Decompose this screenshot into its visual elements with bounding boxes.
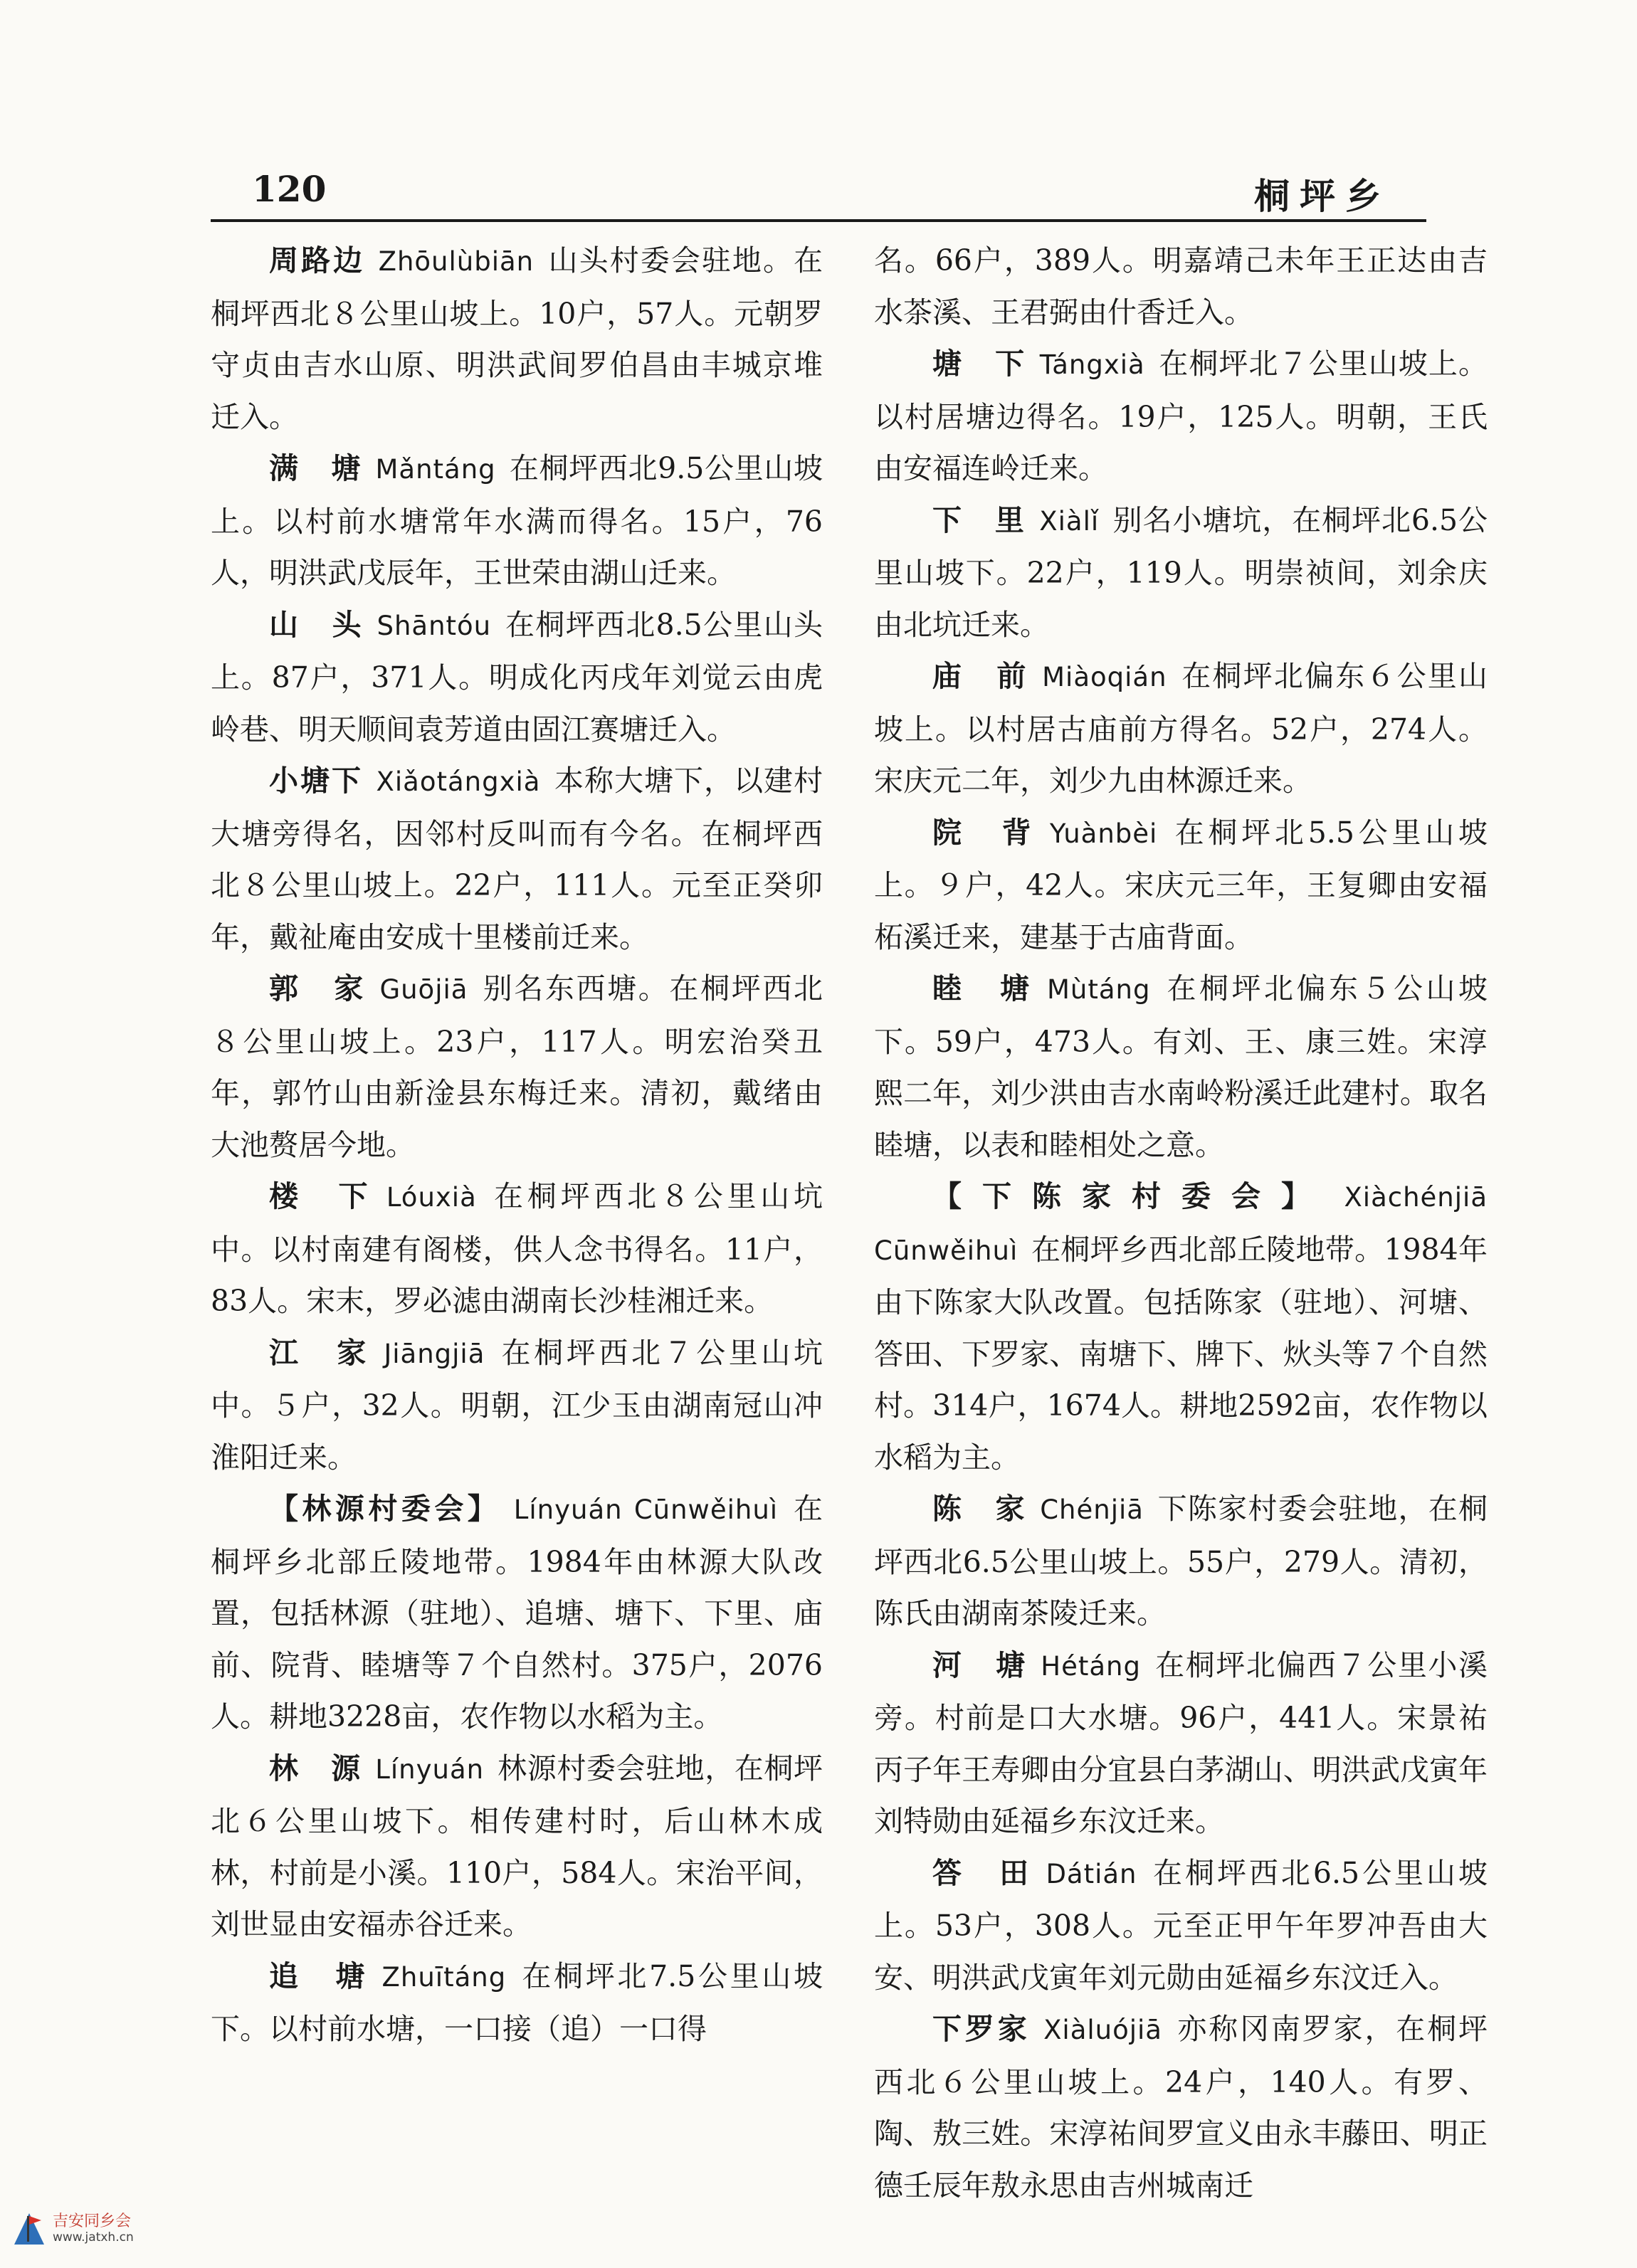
entry [211, 599, 823, 756]
left-column [211, 235, 823, 2055]
entry-text: 林源村委会驻地，在桐坪北６公里山坡下。相传建村时，后山林木成林，村前是小溪。110户，584人。宋治平间，刘世显由安福赤谷迁来。 [211, 1751, 823, 1941]
entry-name: 睦 塘 [932, 971, 1034, 1006]
entry-name: 林 源 [269, 1751, 362, 1786]
entry-text: 在桐坪西北７公里山坑中。５户，32人。明朝，江少玉由湖南冠山冲淮阳迁来。 [211, 1335, 823, 1475]
entry-text: 在桐坪北偏东５公山坡下。59户，473人。有刘、王、康三姓。宋淳熙二年，刘少洪由吉水南岭粉溪迁此建村。取名睦塘，以表和睦相处之意。 [874, 971, 1488, 1162]
entry [211, 755, 823, 963]
entry [874, 650, 1488, 807]
entry-pinyin: Xiàluójiā [1043, 2015, 1162, 2045]
entry-text: 在桐坪乡西北部丘陵地带。1984年由下陈家大队改置。包括陈家（驻地）、河塘、答田、下罗家、南塘下、牌下、炏头等７个自然村。314户，1674人。耕地2592亩，农作物以水稻为主。 [874, 1232, 1488, 1475]
running-title: 桐坪乡 [1254, 175, 1391, 217]
entry [874, 1640, 1488, 1847]
watermark-title: 吉安同乡会 [53, 2212, 132, 2230]
entry-pinyin: Xiàlǐ [1039, 505, 1100, 537]
entry-text: 在桐坪北5.5公里山坡上。９户，42人。宋庆元三年，王复卿由安福柘溪迁来，建基于古庙背面。 [874, 815, 1488, 954]
entry [211, 1951, 823, 2055]
entry-pinyin: Tángxià [1039, 349, 1145, 380]
entry [874, 2003, 1488, 2211]
entry-pinyin: Xiǎotángxià [376, 766, 541, 797]
page-header [211, 168, 1426, 218]
entry-text: 别名东西塘。在桐坪西北８公里山坡上。23户，117人。明宏治癸丑年，郭竹山由新淦县东梅迁来。清初，戴绪由大池赘居今地。 [211, 971, 823, 1162]
entry [211, 235, 823, 443]
entry-text: 别名小塘坑，在桐坪北6.5公里山坡下。22户，119人。明崇祯间，刘余庆由北坑迁来。 [874, 502, 1488, 642]
entry-pinyin: Yuànbèi [1049, 818, 1158, 849]
entry-name: 庙 前 [932, 659, 1029, 693]
entry-pinyin: Mùtáng [1047, 974, 1151, 1005]
entry-pinyin: Lóuxià [386, 1182, 477, 1213]
entry-name: 楼 下 [269, 1179, 374, 1213]
entry-text: 下陈家村委会驻地，在桐坪西北6.5公里山坡上。55户，279人。清初，陈氏由湖南茶陵迁来。 [874, 1492, 1488, 1630]
entry [874, 495, 1488, 651]
entry-name: 河 塘 [932, 1647, 1028, 1682]
entry-name: 【下陈家村委会】 [932, 1179, 1331, 1213]
entry-text: 山头村委会驻地。在桐坪西北８公里山坡上。10户，57人。元朝罗守贞由吉水山原、明洪武间罗伯昌由丰城京堆迁入。 [211, 243, 823, 434]
entry-pinyin: Hétáng [1041, 1650, 1141, 1682]
entry [874, 963, 1488, 1171]
entry [874, 807, 1488, 964]
entry-text: 在桐坪西北6.5公里山坡上。53户，308人。元至正甲午年罗冲吾由大安、明洪武戊寅年刘元勋由延福乡东汶迁入。 [874, 1855, 1488, 1995]
entry [211, 1743, 823, 1951]
entry-name: 满 塘 [269, 451, 362, 485]
entry-name: 追 塘 [269, 1958, 369, 1993]
entry-pinyin: Línyuán Cūnwěihuì [513, 1494, 779, 1525]
entry-pinyin: Mǎntáng [375, 454, 496, 485]
flag-logo-icon [10, 2209, 48, 2247]
entry-text: 在桐坪西北9.5公里山坡上。以村前水塘常年水满而得名。15户，76人，明洪武戊辰年，王世荣由湖山迁来。 [211, 451, 823, 590]
entry-pinyin: Zhuītáng [381, 1961, 507, 1993]
entry-pinyin: Dátián [1046, 1858, 1137, 1889]
entry-pinyin: Jiāngjiā [384, 1338, 485, 1369]
entry [874, 1483, 1488, 1640]
entry-name: 郭 家 [269, 971, 367, 1006]
entry [874, 1171, 1488, 1483]
entry-name: 下 里 [932, 502, 1026, 537]
entry-pinyin: Shāntóu [377, 610, 492, 641]
entry-pinyin: Guōjiā [379, 974, 468, 1005]
entry [211, 1483, 823, 1743]
entry-name: 院 背 [932, 815, 1037, 850]
entry-name: 答 田 [932, 1855, 1033, 1890]
entry [874, 1847, 1488, 2004]
entry-text: 在桐坪西北８公里山坑中。以村南建有阁楼，供人念书得名。11户，83人。宋末，罗必滤由湖南长沙桂湘迁来。 [211, 1179, 823, 1318]
entry-name: 江 家 [269, 1335, 371, 1370]
entry-name: 小塘下 [269, 764, 364, 798]
entry-pinyin: Miàoqián [1042, 662, 1167, 692]
entry-text: 在桐坪乡北部丘陵地带。1984年由林源大队改置，包括林源（驻地）、追塘、塘下、下里、庙前、院背、睦塘等７个自然村。375户，2076人。耕地3228亩，农作物以水稻为主。 [211, 1492, 823, 1734]
right-column [874, 235, 1488, 2211]
entry-name: 【林源村委会】 [269, 1492, 501, 1526]
site-watermark [10, 2206, 174, 2256]
entry-name: 塘 下 [932, 347, 1027, 381]
entry-text: 在桐坪西北8.5公里山头上。87户，371人。明成化丙戌年刘觉云由虎岭巷、明天顺间袁芳道由固江赛塘迁入。 [211, 607, 823, 747]
entry-name: 下罗家 [932, 2012, 1031, 2046]
entry-text: 本称大塘下，以建村大塘旁得名，因邻村反叫而有今名。在桐坪西北８公里山坡上。22户，111人。元至正癸卯年，戴祉庵由安成十里楼前迁来。 [211, 764, 823, 954]
entry-pinyin: Zhōulùbiān [378, 246, 535, 277]
watermark-url: www.jatxh.cn [53, 2230, 134, 2245]
entry-text: 在桐坪北偏东６公里山坡上。以村居古庙前方得名。52户，274人。宋庆元二年，刘少九由林源迁来。 [874, 659, 1488, 798]
continued-text: 名。66户，389人。明嘉靖己未年王正达由吉水茶溪、王君弼由什香迁入。 [874, 243, 1488, 329]
entry [211, 443, 823, 599]
entry-text: 亦称冈南罗家，在桐坪西北６公里山坡上。24户，140人。有罗、陶、敖三姓。宋淳祐间罗宣义由永丰藤田、明正德壬辰年敖永思由吉州城南迁 [874, 2012, 1488, 2203]
entry-text: 在桐坪北７公里山坡上。以村居塘边得名。19户，125人。明朝，王氏由安福连岭迁来。 [874, 347, 1488, 485]
entry-name: 周路边 [269, 243, 366, 278]
entry [874, 338, 1488, 495]
entry-text: 在桐坪北偏西７公里小溪旁。村前是口大水塘。96户，441人。宋景祐丙子年王寿卿由分宜县白茅湖山、明洪武戊寅年刘特勋由延福乡东汶迁来。 [874, 1647, 1488, 1838]
header-rule [211, 219, 1426, 222]
entry [211, 1327, 823, 1484]
entry-pinyin: Línyuán [375, 1753, 485, 1785]
entry-text: 在桐坪北7.5公里山坡下。以村前水塘，一口接（追）一口得 [211, 1958, 823, 2046]
entry [211, 1171, 823, 1327]
entry-pinyin: Xiàchénjiā Cūnwěihuì [874, 1182, 1488, 1266]
entry [211, 963, 823, 1171]
entry-pinyin: Chénjiā [1040, 1494, 1144, 1525]
entry-name: 陈 家 [932, 1492, 1027, 1526]
entry-name: 山 头 [269, 607, 364, 642]
page-number: 120 [252, 168, 327, 210]
